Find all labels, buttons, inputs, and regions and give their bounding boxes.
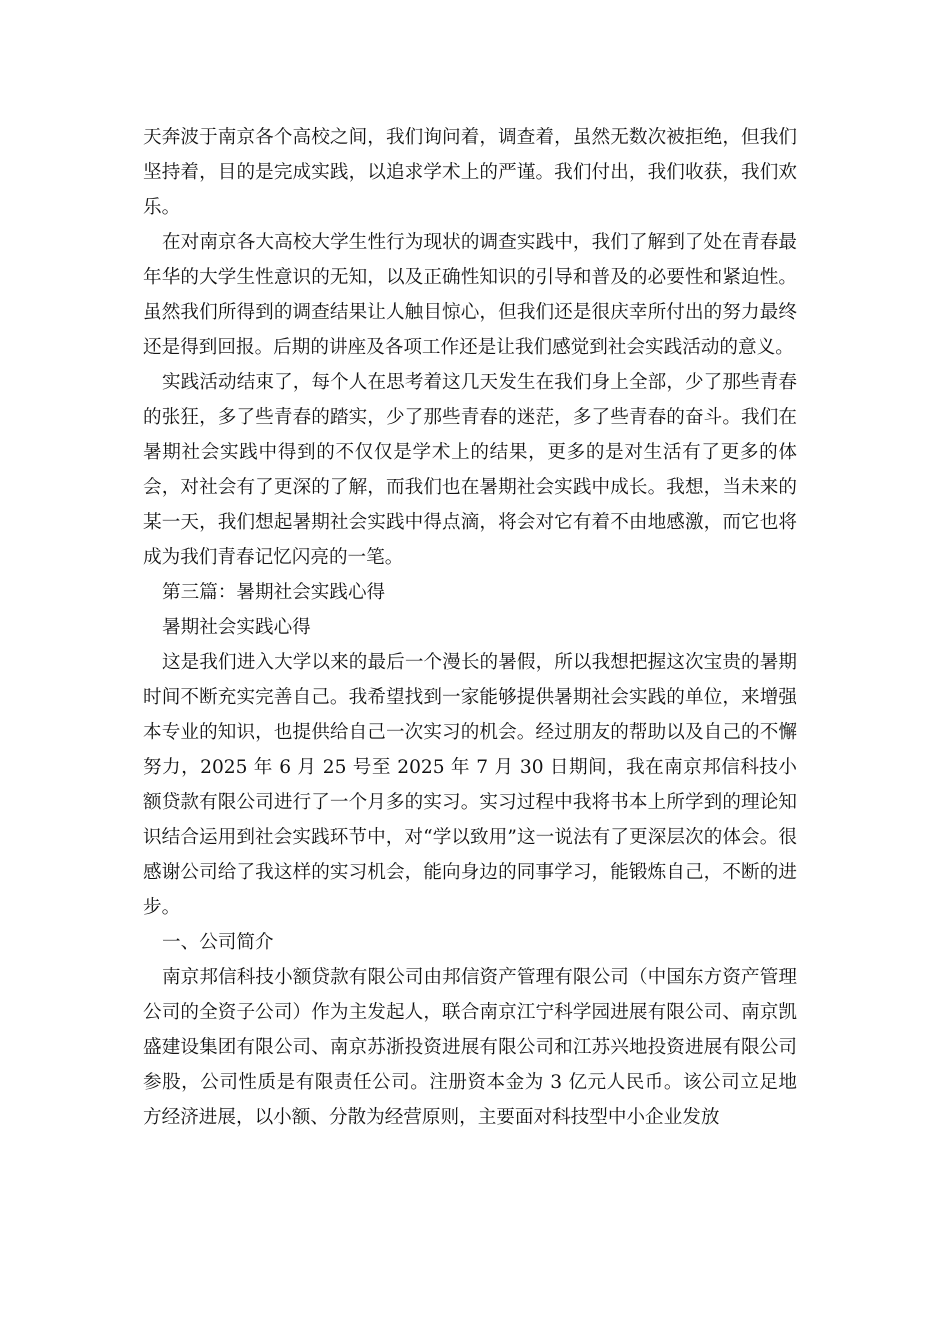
document-body bbox=[143, 120, 797, 1135]
article-title: 暑期社会实践心得 bbox=[162, 617, 311, 638]
paragraph-activity-conclusion: 实践活动结束了，每个人在思考着这几天发生在我们身上全部，少了那些青春的张狂，多了些青春的踏实，少了那些青春的迷茫，多了些青春的奋斗。我们在暑期社会实践中得到的不仅仅是学术上的结果，更多的是对生活有了更多的体会，对社会有了更深的了解，而我们也在暑期社会实践中成长。我想，当未来的某一天，我们想起暑期社会实践中得点滴，将会对它有着不由地感激，而它也将成为我们青春记忆闪亮的一笔。 bbox=[143, 372, 797, 568]
section-heading-company-profile: 一、公司简介 bbox=[162, 932, 274, 953]
paragraph-internship-intro: 这是我们进入大学以来的最后一个漫长的暑假，所以我想把握这次宝贵的暑期时间不断充实完善自己。我希望找到一家能够提供暑期社会实践的单位，来增强本专业的知识，也提供给自己一次实习的机会。经过朋友的帮助以及自己的不懈努力，2025 年 6 月 25 号至 2025 年 7 月 30 日期间，我在南京邦信科技小额贷款有限公司进行了一个月多的实习。实习过程中我将书本上所学到的理论知识结合运用到社会实践环节中，对“学以致用”这一说法有了更深层次的体会。很感谢公司给了我这样的实习机会，能向身边的同事学习，能锻炼自己，不断的进步。 bbox=[143, 652, 797, 918]
section-heading-part-three: 第三篇：暑期社会实践心得 bbox=[162, 582, 386, 603]
paragraph-company-profile: 南京邦信科技小额贷款有限公司由邦信资产管理有限公司（中国东方资产管理公司的全资子公司）作为主发起人，联合南京江宁科学园进展有限公司、南京凯盛建设集团有限公司、南京苏浙投资进展有限公司和江苏兴地投资进展有限公司参股，公司性质是有限责任公司。注册资本金为 3 亿元人民币。该公司立足地方经济进展，以小额、分散为经营原则，主要面对科技型中小企业发放 bbox=[143, 967, 797, 1128]
paragraph-survey-findings: 在对南京各大高校大学生性行为现状的调查实践中，我们了解到了处在青春最年华的大学生性意识的无知，以及正确性知识的引导和普及的必要性和紧迫性。虽然我们所得到的调查结果让人触目惊心，但我们还是很庆幸所付出的努力最终还是得到回报。后期的讲座及各项工作还是让我们感觉到社会实践活动的意义。 bbox=[143, 232, 797, 358]
paragraph-continuation: 天奔波于南京各个高校之间，我们询问着，调查着，虽然无数次被拒绝，但我们坚持着，目的是完成实践，以追求学术上的严谨。我们付出，我们收获，我们欢乐。 bbox=[143, 127, 797, 218]
